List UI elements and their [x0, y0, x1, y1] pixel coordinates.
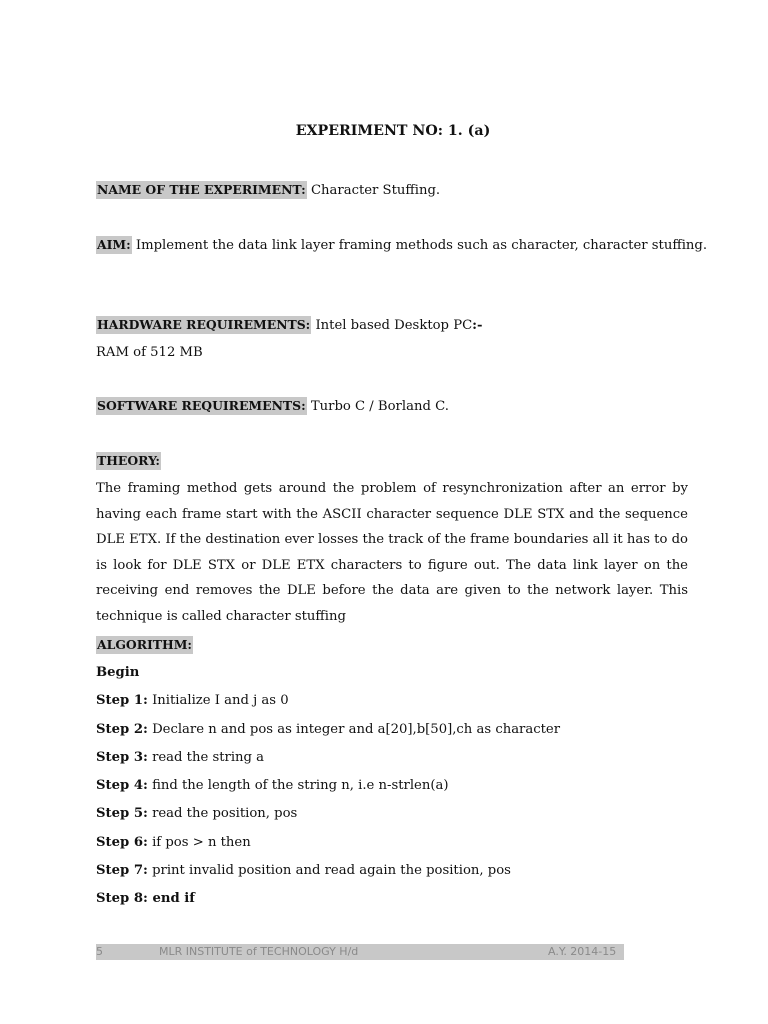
step-label: Step 3: [96, 750, 148, 765]
software-label: SOFTWARE REQUIREMENTS: [97, 398, 306, 413]
page-footer [96, 944, 624, 960]
algorithm-heading [96, 637, 193, 653]
software-value: Turbo C / Borland C. [306, 399, 449, 414]
hardware-value-suffix: :- [472, 318, 483, 333]
algorithm-step [96, 863, 511, 878]
algorithm-step [96, 835, 251, 850]
hardware-value: Intel based Desktop PC [311, 318, 473, 333]
footer-institute: MLR INSTITUTE of TECHNOLOGY H/d [159, 945, 359, 958]
step-label: Step 6: [96, 835, 148, 850]
step-label: Step 1: [96, 693, 148, 708]
step-label: Step 8: [96, 891, 148, 906]
theory-label: THEORY: [97, 453, 160, 468]
aim-line [96, 237, 707, 253]
step-text: end if [147, 891, 195, 906]
step-text: read the position, pos [147, 806, 298, 821]
step-label: Step 4: [96, 778, 148, 793]
algorithm-step [96, 806, 297, 821]
footer-academic-year: A.Y. 2014-15 [548, 945, 617, 958]
algorithm-begin: Begin [96, 665, 140, 680]
algorithm-label: ALGORITHM: [97, 637, 193, 652]
step-text: read the string a [147, 750, 265, 765]
algorithm-step [96, 722, 560, 737]
step-text: Declare n and pos as integer and a[20],b[50],ch as character [147, 722, 561, 737]
experiment-name-value: Character Stuffing. [306, 183, 441, 198]
theory-text: The framing method gets around the problem of resynchronization after an error by having each frame start with the ASCII character sequence DLE STX and the sequence DLE ETX. If the destination ever losses the track of the frame boundaries all it has to do is look for DLE STX or DLE ETX characters to figure out. The data link layer on the receiving end removes the DLE before the data are given to the network layer. This technique is called character stuffing [96, 481, 688, 624]
step-label: Step 2: [96, 722, 148, 737]
algorithm-step [96, 693, 289, 708]
hardware-label: HARDWARE REQUIREMENTS: [97, 317, 311, 332]
step-text: Initialize I and j as 0 [147, 693, 289, 708]
hardware-ram-line: RAM of 512 MB [96, 345, 203, 360]
step-text: if pos > n then [147, 835, 251, 850]
hardware-line [96, 317, 483, 333]
step-label: Step 5: [96, 806, 148, 821]
footer-page-number: 5 [96, 945, 103, 958]
experiment-name-line [96, 182, 440, 198]
algorithm-step [96, 778, 449, 793]
step-text: print invalid position and read again the position, pos [147, 863, 511, 878]
theory-paragraph [96, 476, 688, 630]
step-label: Step 7: [96, 863, 148, 878]
step-text: find the length of the string n, i.e n-strlen(a) [147, 778, 449, 793]
aim-label: AIM: [97, 237, 131, 252]
aim-value: Implement the data link layer framing methods such as character, character stuffing. [131, 238, 708, 253]
experiment-name-label: NAME OF THE EXPERIMENT: [97, 182, 306, 197]
algorithm-step [96, 750, 264, 765]
theory-heading [96, 453, 161, 469]
experiment-title: EXPERIMENT NO: 1. (a) [295, 123, 491, 139]
algorithm-step [96, 891, 195, 906]
software-line [96, 398, 449, 414]
